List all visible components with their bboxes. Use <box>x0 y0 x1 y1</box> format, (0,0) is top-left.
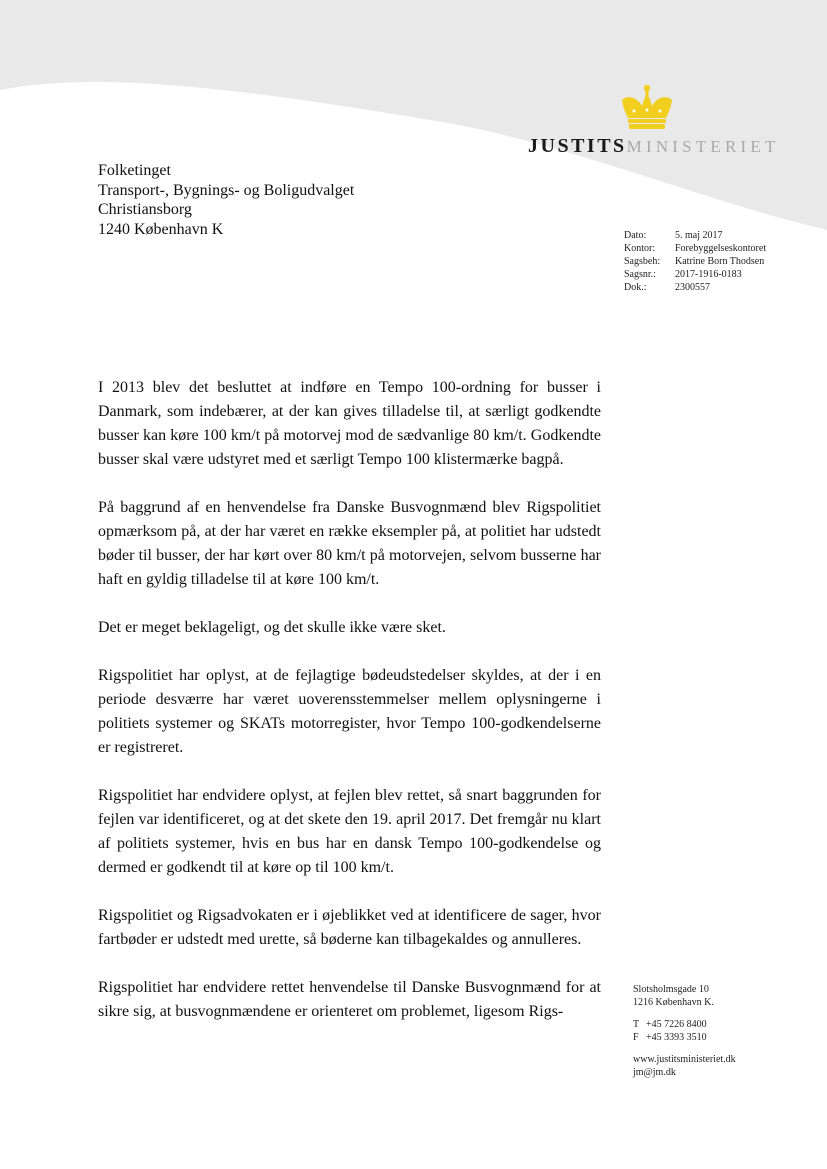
body-paragraph: Rigspolitiet og Rigsadvokaten er i øjeblikket ved at identificere de sager, hvor fartbøder er udstedt med urette, så bøderne kan tilbagekaldes og annulleres. <box>98 907 601 948</box>
meta-label: Dato: <box>624 230 647 241</box>
website-link[interactable]: www.justitsministeriet.dk <box>633 1054 736 1065</box>
phone-number: +45 7226 8400 <box>646 1019 707 1030</box>
body-paragraph: Det er meget beklageligt, og det skulle ikke være sket. <box>98 619 446 636</box>
fax-label: F <box>633 1031 639 1043</box>
body-paragraph: På baggrund af en henvendelse fra Danske Busvognmænd blev Rigspolitiet opmærksom på, at der har været en række eksempler på, at politiet har udstedt bøder til busser, der har kørt over 80 km/t på motorvejen, selvom busserne har haft en gyldig tilladelse til at køre 100 km/t. <box>98 499 601 588</box>
meta-row-date <box>624 229 766 242</box>
wordmark-part1: JUSTITS <box>528 135 627 157</box>
ministry-wordmark <box>528 136 780 156</box>
recipient-line: Christiansborg <box>98 201 192 218</box>
body-paragraph: Rigspolitiet har oplyst, at de fejlagtige bødeudstedelser skyldes, at der i en periode desværre har været uoverensstemmelser mellem oplysningerne i politiets systemer og SKATs motorregister, hvor Tempo 100-godkendelserne er registreret. <box>98 667 601 756</box>
online-contact <box>633 1054 736 1079</box>
fax-number: +45 3393 3510 <box>646 1031 707 1043</box>
wordmark-part2: MINISTERIET <box>626 137 780 156</box>
address-street: Slotsholmsgade 10 <box>633 984 709 995</box>
meta-value: Forebyggelseskontoret <box>675 243 767 254</box>
meta-row-office <box>624 242 766 255</box>
meta-label: Kontor: <box>624 243 656 254</box>
fax-line <box>633 1032 736 1045</box>
recipient-line: Folketinget <box>98 162 171 179</box>
meta-value: 2300557 <box>675 282 710 293</box>
meta-label: Sagsnr.: <box>624 269 656 280</box>
meta-value: 5. maj 2017 <box>675 230 723 241</box>
recipient-line: Transport-, Bygnings- og Boligudvalget <box>98 181 355 199</box>
phone-line <box>633 1019 736 1032</box>
email-link[interactable]: jm@jm.dk <box>633 1066 676 1078</box>
address-city: 1216 København K. <box>633 996 714 1008</box>
letter-body <box>98 376 601 1024</box>
recipient-line: 1240 København K <box>98 220 224 238</box>
meta-row-document <box>624 281 766 294</box>
meta-row-case-number <box>624 268 766 281</box>
meta-value: 2017-1916-0183 <box>675 269 742 280</box>
meta-value: Katrine Born Thodsen <box>675 256 765 267</box>
postal-address <box>633 984 736 1009</box>
phone-block <box>633 1019 736 1044</box>
body-paragraph: Rigspolitiet har endvidere oplyst, at fejlen blev rettet, så snart baggrunden for fejlen var identificeret, og at det skete den 19. april 2017. Det fremgår nu klart af politiets systemer, hvis en bus har en dansk Tempo 100-godkendelse og dermed er godkendt til at køre op til 100 km/t. <box>98 787 601 876</box>
meta-row-caseworker <box>624 255 766 268</box>
body-paragraph: I 2013 blev det besluttet at indføre en Tempo 100-ordning for busser i Danmark, som indebærer, at der kan gives tilladelse til, at særligt godkendte busser kan køre 100 km/t på motorvej mod de sædvanlige 80 km/t. Godkendte busser skal være udstyret med et særligt Tempo 100 klistermærke bagpå. <box>98 379 601 468</box>
phone-label: T <box>633 1019 640 1030</box>
ministry-contact <box>633 984 736 1089</box>
ministry-logo <box>528 84 780 164</box>
meta-label: Sagsbeh: <box>624 256 661 267</box>
crown-icon <box>618 84 676 130</box>
body-paragraph: Rigspolitiet har endvidere rettet henvendelse til Danske Busvognmænd for at sikre sig, at busvognmændene er orienteret om problemet, ligesom Rigs- <box>98 979 601 1020</box>
document-metadata <box>624 229 766 294</box>
recipient-address <box>98 161 354 239</box>
meta-label: Dok.: <box>624 282 647 293</box>
